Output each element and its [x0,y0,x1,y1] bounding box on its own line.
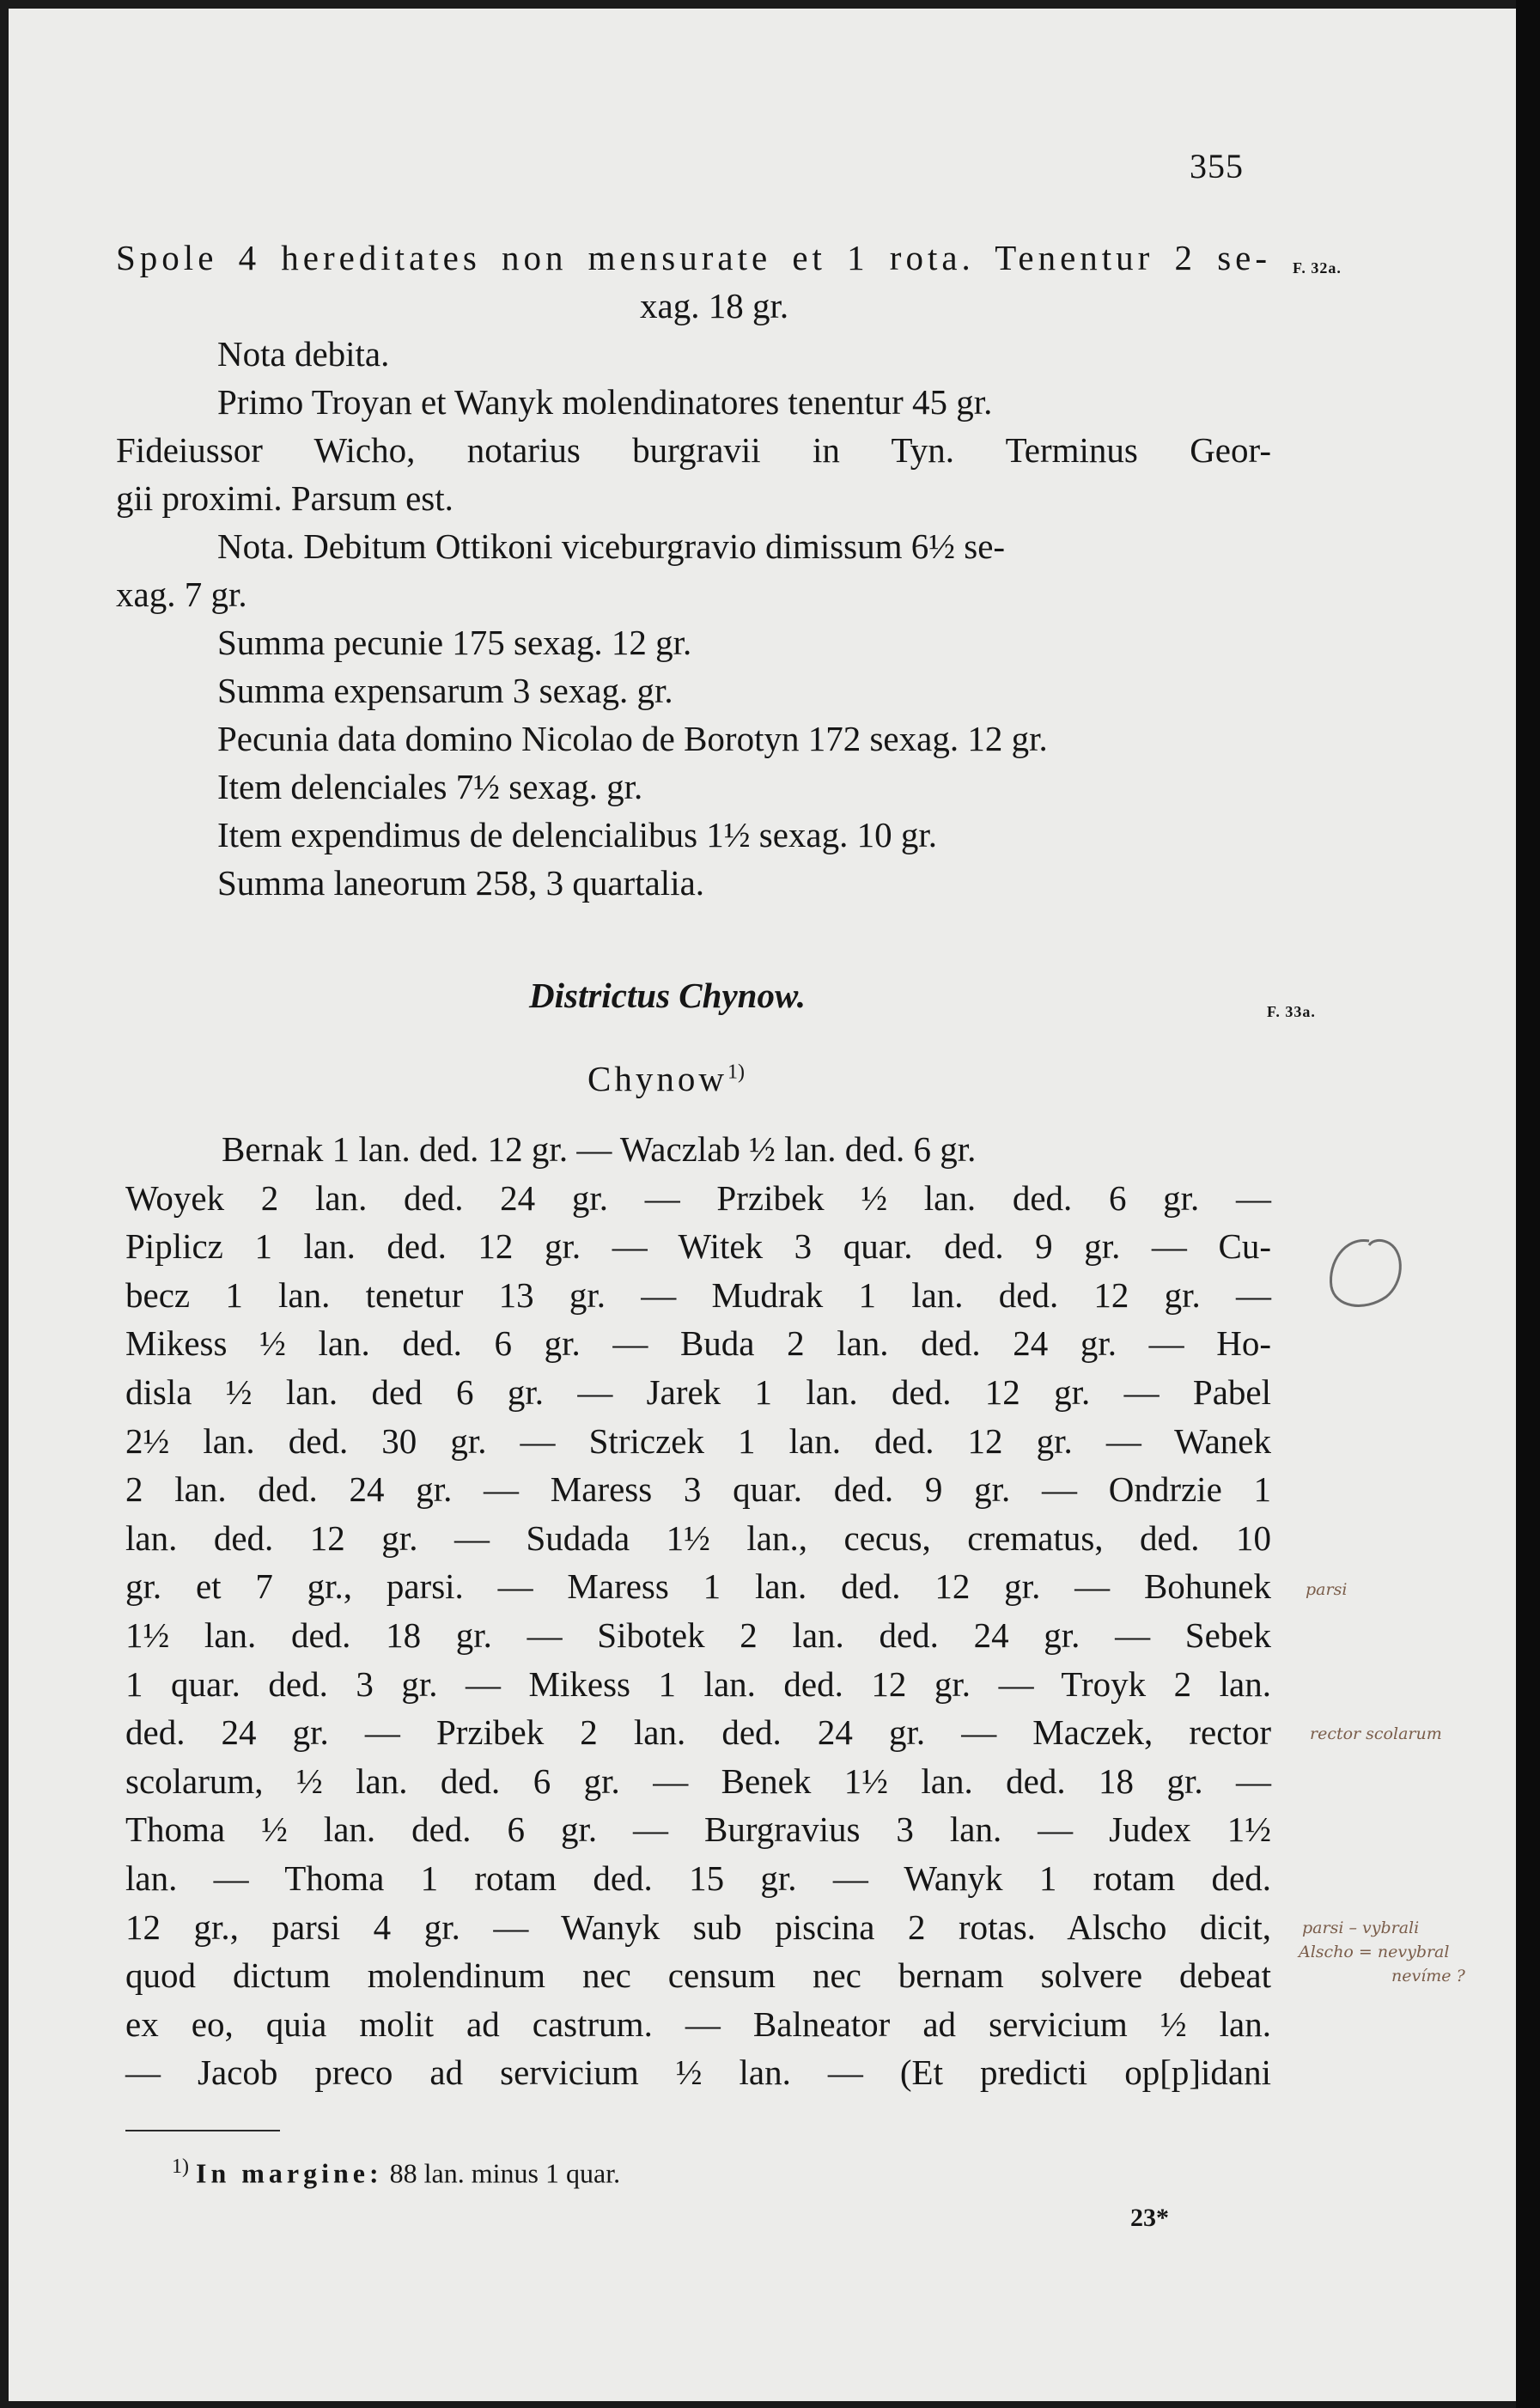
opening-line-4: Primo Troyan et Wanyk molendinatores tenentur 45 gr. [217,382,993,422]
footnote-rule [125,2130,280,2131]
main-line-7: 2½ lan. ded. 30 gr. — Striczek 1 lan. ded. 12 gr. — Wanek [125,1420,1271,1461]
main-line-10: gr. et 7 gr., parsi. — Maress 1 lan. ded. 12 gr. — Bohunek [125,1566,1271,1607]
opening-line-3: Nota debita. [217,334,390,374]
main-line-3: Piplicz 1 lan. ded. 12 gr. — Witek 3 quar. ded. 9 gr. — Cu- [125,1226,1271,1267]
town-footnote-mark: 1) [727,1061,745,1084]
opening-line-12: Item delenciales 7½ sexag. gr. [217,767,643,806]
footnote-mark: 1) [172,2156,189,2178]
main-line-19: ex eo, quia molit ad castrum. — Balneator ad servicium ½ lan. [125,2004,1271,2044]
opening-line-8: xag. 7 gr. [116,575,247,614]
main-line-8: 2 lan. ded. 24 gr. — Maress 3 quar. ded. 9 gr. — Ondrzie 1 [125,1469,1271,1510]
opening-line-1-text: Spole 4 hereditates non mensurate et 1 rota. Tenentur 2 se- [116,238,1271,277]
main-line-18: quod dictum molendinum nec censum nec bernam solvere debeat [125,1955,1271,1996]
marginal-note-rector: rector scolarum [1310,1724,1442,1743]
opening-line-10: Summa expensarum 3 sexag. gr. [217,671,673,710]
marginal-note-parsi-line1: parsi – vybrali [1302,1918,1420,1937]
folio-marker-top: F. 32a. [1293,259,1342,277]
marginal-note-parsi-line3: nevíme ? [1391,1967,1465,1985]
main-line-14: scolarum, ½ lan. ded. 6 gr. — Benek 1½ lan. ded. 18 gr. — [125,1760,1271,1801]
page-number: 355 [1190,147,1244,185]
folio-marker-district: F. 33a. [1267,1003,1316,1020]
opening-line-11: Pecunia data domino Nicolao de Borotyn 172 sexag. 12 gr. [217,719,1048,758]
main-line-20: — Jacob preco ad servicium ½ lan. — (Et predicti op[p]idani [125,2052,1271,2093]
main-text-block [125,1125,1271,2097]
main-line-15: Thoma ½ lan. ded. 6 gr. — Burgravius 3 lan. — Judex 1½ [125,1809,1271,1850]
main-line-12: 1 quar. ded. 3 gr. — Mikess 1 lan. ded. 12 gr. — Troyk 2 lan. [125,1663,1271,1704]
signature-mark: 23* [1130,2204,1169,2232]
handwritten-circle-mark [1319,1228,1414,1323]
main-line-11: 1½ lan. ded. 18 gr. — Sibotek 2 lan. ded. 24 gr. — Sebek [125,1614,1271,1655]
main-line-4: becz 1 lan. tenetur 13 gr. — Mudrak 1 lan. ded. 12 gr. — [125,1274,1271,1315]
main-line-5: Mikess ½ lan. ded. 6 gr. — Buda 2 lan. ded. 24 gr. — Ho- [125,1323,1271,1364]
main-line-1: Bernak 1 lan. ded. 12 gr. — Waczlab ½ lan. ded. 6 gr. [222,1129,977,1169]
opening-line-14: Summa laneorum 258, 3 quartalia. [217,863,705,903]
district-heading: Districtus Chynow. [529,976,807,1015]
marginal-note-parsi: parsi [1306,1580,1348,1599]
town-heading-text: Chynow [587,1059,727,1098]
opening-line-6: gii proximi. Parsum est. [116,478,453,518]
town-heading [587,1058,745,1099]
footnote [172,2156,620,2190]
opening-text-block [116,234,1271,907]
marginal-note-parsi-line2: Alscho = nevybral [1299,1943,1450,1961]
main-line-9: lan. ded. 12 gr. — Sudada 1½ lan., cecus, crematus, ded. 10 [125,1517,1271,1558]
opening-line-9: Summa pecunie 175 sexag. 12 gr. [217,623,692,662]
main-line-6: disla ½ lan. ded 6 gr. — Jarek 1 lan. ded. 12 gr. — Pabel [125,1371,1271,1412]
opening-line-2: xag. 18 gr. [640,286,789,325]
opening-line-13: Item expendimus de delencialibus 1½ sexag. 10 gr. [217,815,938,854]
scanned-page [9,9,1516,2401]
footnote-lead: In margine: [196,2157,383,2189]
main-line-2: Woyek 2 lan. ded. 24 gr. — Przibek ½ lan. ded. 6 gr. — [125,1177,1271,1218]
main-line-13: ded. 24 gr. — Przibek 2 lan. ded. 24 gr. — Maczek, rector [125,1712,1271,1753]
main-line-16: lan. — Thoma 1 rotam ded. 15 gr. — Wanyk 1 rotam ded. [125,1858,1271,1898]
opening-line-5: Fideiussor Wicho, notarius burgravii in Tyn. Terminus Geor- [116,430,1271,470]
opening-line-1 [116,234,1271,282]
main-line-17: 12 gr., parsi 4 gr. — Wanyk sub piscina 2 rotas. Alscho dicit, [125,1906,1271,1947]
footnote-text: 88 lan. minus 1 quar. [389,2157,621,2189]
scan-edge [1516,0,1540,2408]
opening-line-7: Nota. Debitum Ottikoni viceburgravio dimissum 6½ se- [217,526,1006,566]
